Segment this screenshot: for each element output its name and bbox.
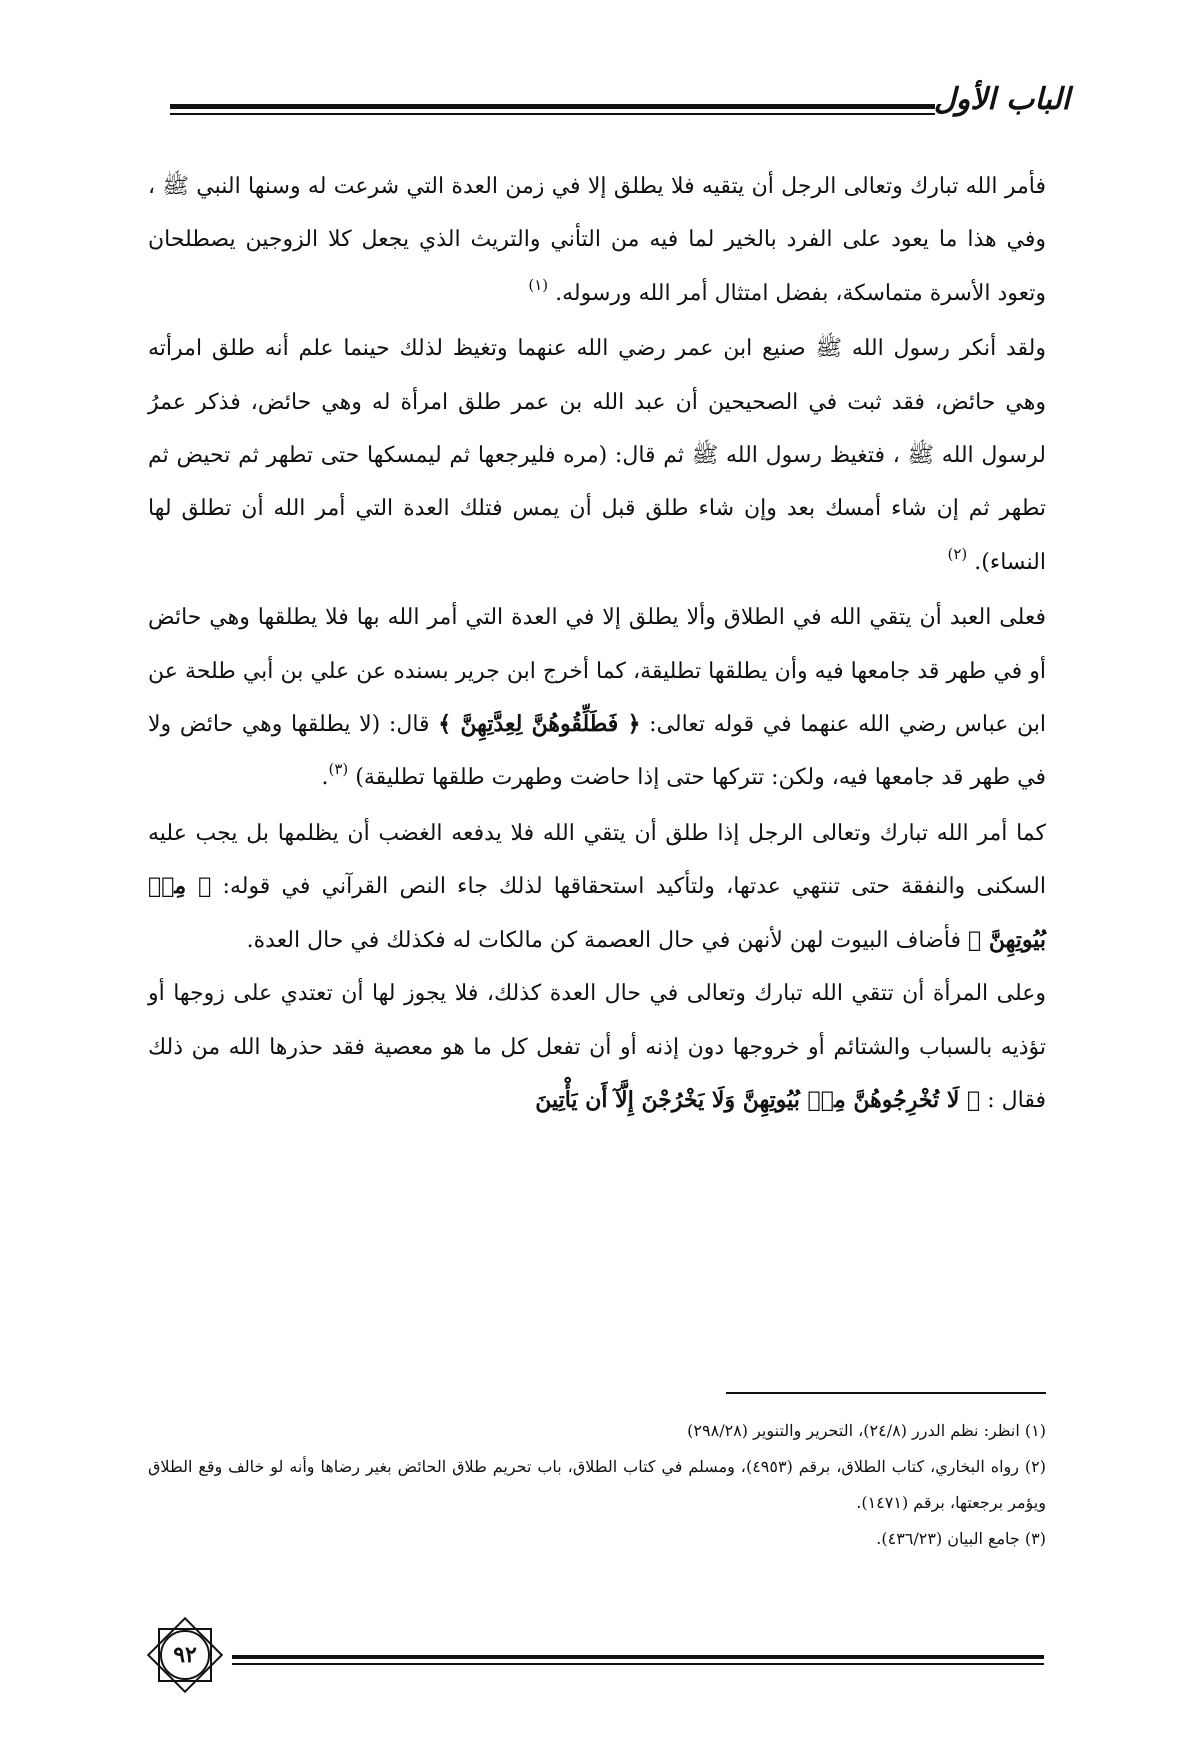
paragraph-text: قال: (لا يطلقها وهي حائض ولا في طهر قد جامعها فيه، ولكن: تتركها حتى إذا حاضت وطهرت طلقها تطليقة) <box>148 712 1046 791</box>
paragraph-3 <box>148 591 1046 807</box>
footnotes <box>148 1413 1046 1557</box>
paragraph-text: وعلى المرأة أن تتقي الله تبارك وتعالى في حال العدة كذلك، فلا يجوز لها أن تعتدي على زوجها أو تؤذيه بالسباب والشتائم أو خروجها دون إذنه أو أن تفعل كل ما هو معصية فقد حذرها الله من ذلك فقال : <box>148 981 1046 1113</box>
paragraph-end: . <box>321 765 329 791</box>
paragraph-4 <box>148 807 1046 967</box>
header-rule <box>170 104 935 109</box>
footnote-1: (١) انظر: نظم الدرر (٢٤/٨)، التحرير والتنوير (٢٩٨/٢٨) <box>687 1421 1046 1440</box>
paragraph-text: فأمر الله تبارك وتعالى الرجل أن يتقيه فلا يطلق إلا في زمن العدة التي شرعت له وسنها النبي ﷺ ، وفي هذا ما يعود على الفرد بالخير لما فيه من التأني والتريث الذي يجعل كلا الزوجين يصطلحان وتعود الأسرة متماسكة، بفضل امتثال أمر الله ورسوله. <box>148 174 1046 306</box>
paragraph-2 <box>148 322 1046 591</box>
paragraph-5 <box>148 967 1046 1127</box>
footer-rule <box>232 1655 1044 1659</box>
quran-verse: ﴿ فَطَلِّقُوهُنَّ لِعِدَّتِهِنَّ ﴾ <box>438 711 641 738</box>
body-text <box>148 160 1046 1127</box>
page-number-ornament <box>140 1610 230 1700</box>
quran-verse: ﴿ مِنۢ بُيُوتِهِنَّ ﴾ <box>148 873 1046 953</box>
header-rule-thin <box>170 113 935 115</box>
paragraph-text: كما أمر الله تبارك وتعالى الرجل إذا طلق أن يتقي الله فلا يدفعه الغضب أن يظلمها بل يجب عليه السكنى والنفقة حتى تنتهي عدتها، ولتأكيد استحقاقها لذلك جاء النص القرآني في قوله: <box>148 820 1046 900</box>
footnote-3: (٣) جامع البيان (٤٣٦/٢٣). <box>876 1529 1046 1548</box>
running-header <box>170 82 1070 132</box>
paragraph-1 <box>148 160 1046 322</box>
footnote-separator <box>726 1392 1046 1394</box>
paragraph-text: ولقد أنكر رسول الله ﷺ صنيع ابن عمر رضي الله عنهما وتغيظ لذلك حينما علم أنه طلق امرأته وهي حائض، فقد ثبت في الصحيحين أن عبد الله بن عمر طلق امرأة له وهي حائض، فذكر عمرُ لرسول الله ﷺ ، فتغيظ رسول الله ﷺ ثم قال: (مره فليرجعها ثم ليمسكها حتى تطهر ثم تحيض ثم تطهر ثم إن شاء أمسك بعد وإن شاء طلق قبل أن يمس فتلك العدة التي أمر الله أن تطلق لها النساء). <box>148 336 1046 575</box>
footnote-ref-2[interactable]: (٢) <box>947 544 968 563</box>
footnote-2: (٢) رواه البخاري، كتاب الطلاق، برقم (٤٩٥٣)، ومسلم في كتاب الطلاق، باب تحريم طلاق الحائض بغير رضاها وأنه لو خالف وقع الطلاق ويؤمر برجعتها، برقم (١٤٧١). <box>148 1457 1046 1512</box>
page-number: ٩٢ <box>173 1642 197 1668</box>
footnote-ref-3[interactable]: (٣) <box>328 760 349 779</box>
quran-verse: ﴿ لَا تُخْرِجُوهُنَّ مِنۢ بُيُوتِهِنَّ وَلَا يَخْرُجْنَ إِلَّآ أَن يَأْتِينَ <box>535 1086 981 1113</box>
chapter-title: الباب الأول <box>933 82 1070 117</box>
paragraph-text: فأضاف البيوت لهن لأنهن في حال العصمة كن مالكات له فكذلك في حال العدة. <box>246 927 961 953</box>
paragraph-text: فعلى العبد أن يتقي الله في الطلاق وألا يطلق إلا في العدة التي أمر الله بها فلا يطلقها وهي حائض أو في طهر قد جامعها فيه وأن يطلقها تطليقة، كما أخرج ابن جرير بسنده عن علي بن أبي طلحة عن ابن عباس رضي الله عنهما في قوله تعالى: <box>148 605 1047 738</box>
footer-rule-thin <box>232 1663 1044 1665</box>
footnote-ref-1[interactable]: (١) <box>528 275 549 294</box>
